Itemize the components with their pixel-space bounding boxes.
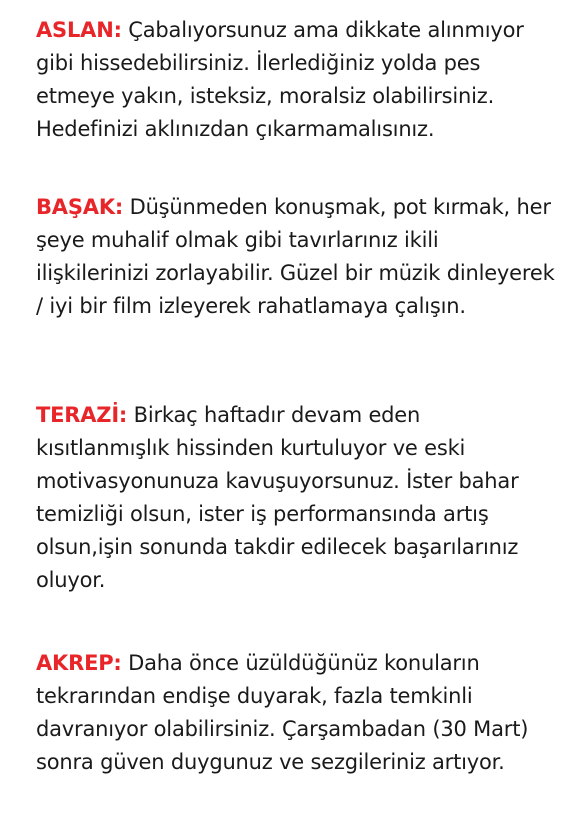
- entry-text: Daha önce üzüldüğünüz konuların tekrarından endişe duyarak, fazla temkinli davranıyor olabilirsiniz. Çarşambadan (30 Mart) sonra güven duygunuz ve sezgileriniz artıyor.: [36, 651, 529, 774]
- sign-title: TERAZİ:: [36, 403, 128, 427]
- horoscope-entry-aslan: [36, 14, 556, 146]
- sign-title: ASLAN:: [36, 18, 122, 42]
- entry-text: Çabalıyorsunuz ama dikkate alınmıyor gibi hissedebilirsiniz. İlerlediğiniz yolda pes etmeye yakın, isteksiz, moralsiz olabilirsiniz. Hedefinizi aklınızdan çıkarmamalısınız.: [36, 18, 524, 141]
- entry-text: Düşünmeden konuşmak, pot kırmak, her şeye muhalif olmak gibi tavırlarınız ikili ilişkilerinizi zorlayabilir. Güzel bir müzik dinleyerek / iyi bir film izleyerek rahatlamaya çalışın.: [36, 195, 555, 318]
- sign-title: BAŞAK:: [36, 195, 124, 219]
- horoscope-entry-basak: [36, 191, 556, 323]
- horoscope-entry-terazi: [36, 399, 556, 597]
- sign-title: AKREP:: [36, 651, 122, 675]
- entry-text: Birkaç haftadır devam eden kısıtlanmışlık hissinden kurtuluyor ve eski motivasyonunuza kavuşuyorsunuz. İster bahar temizliği olsun, ister iş performansında artış olsun,işin sonunda takdir edilecek başarılarınız oluyor.: [36, 403, 519, 592]
- horoscope-entry-akrep: [36, 647, 556, 779]
